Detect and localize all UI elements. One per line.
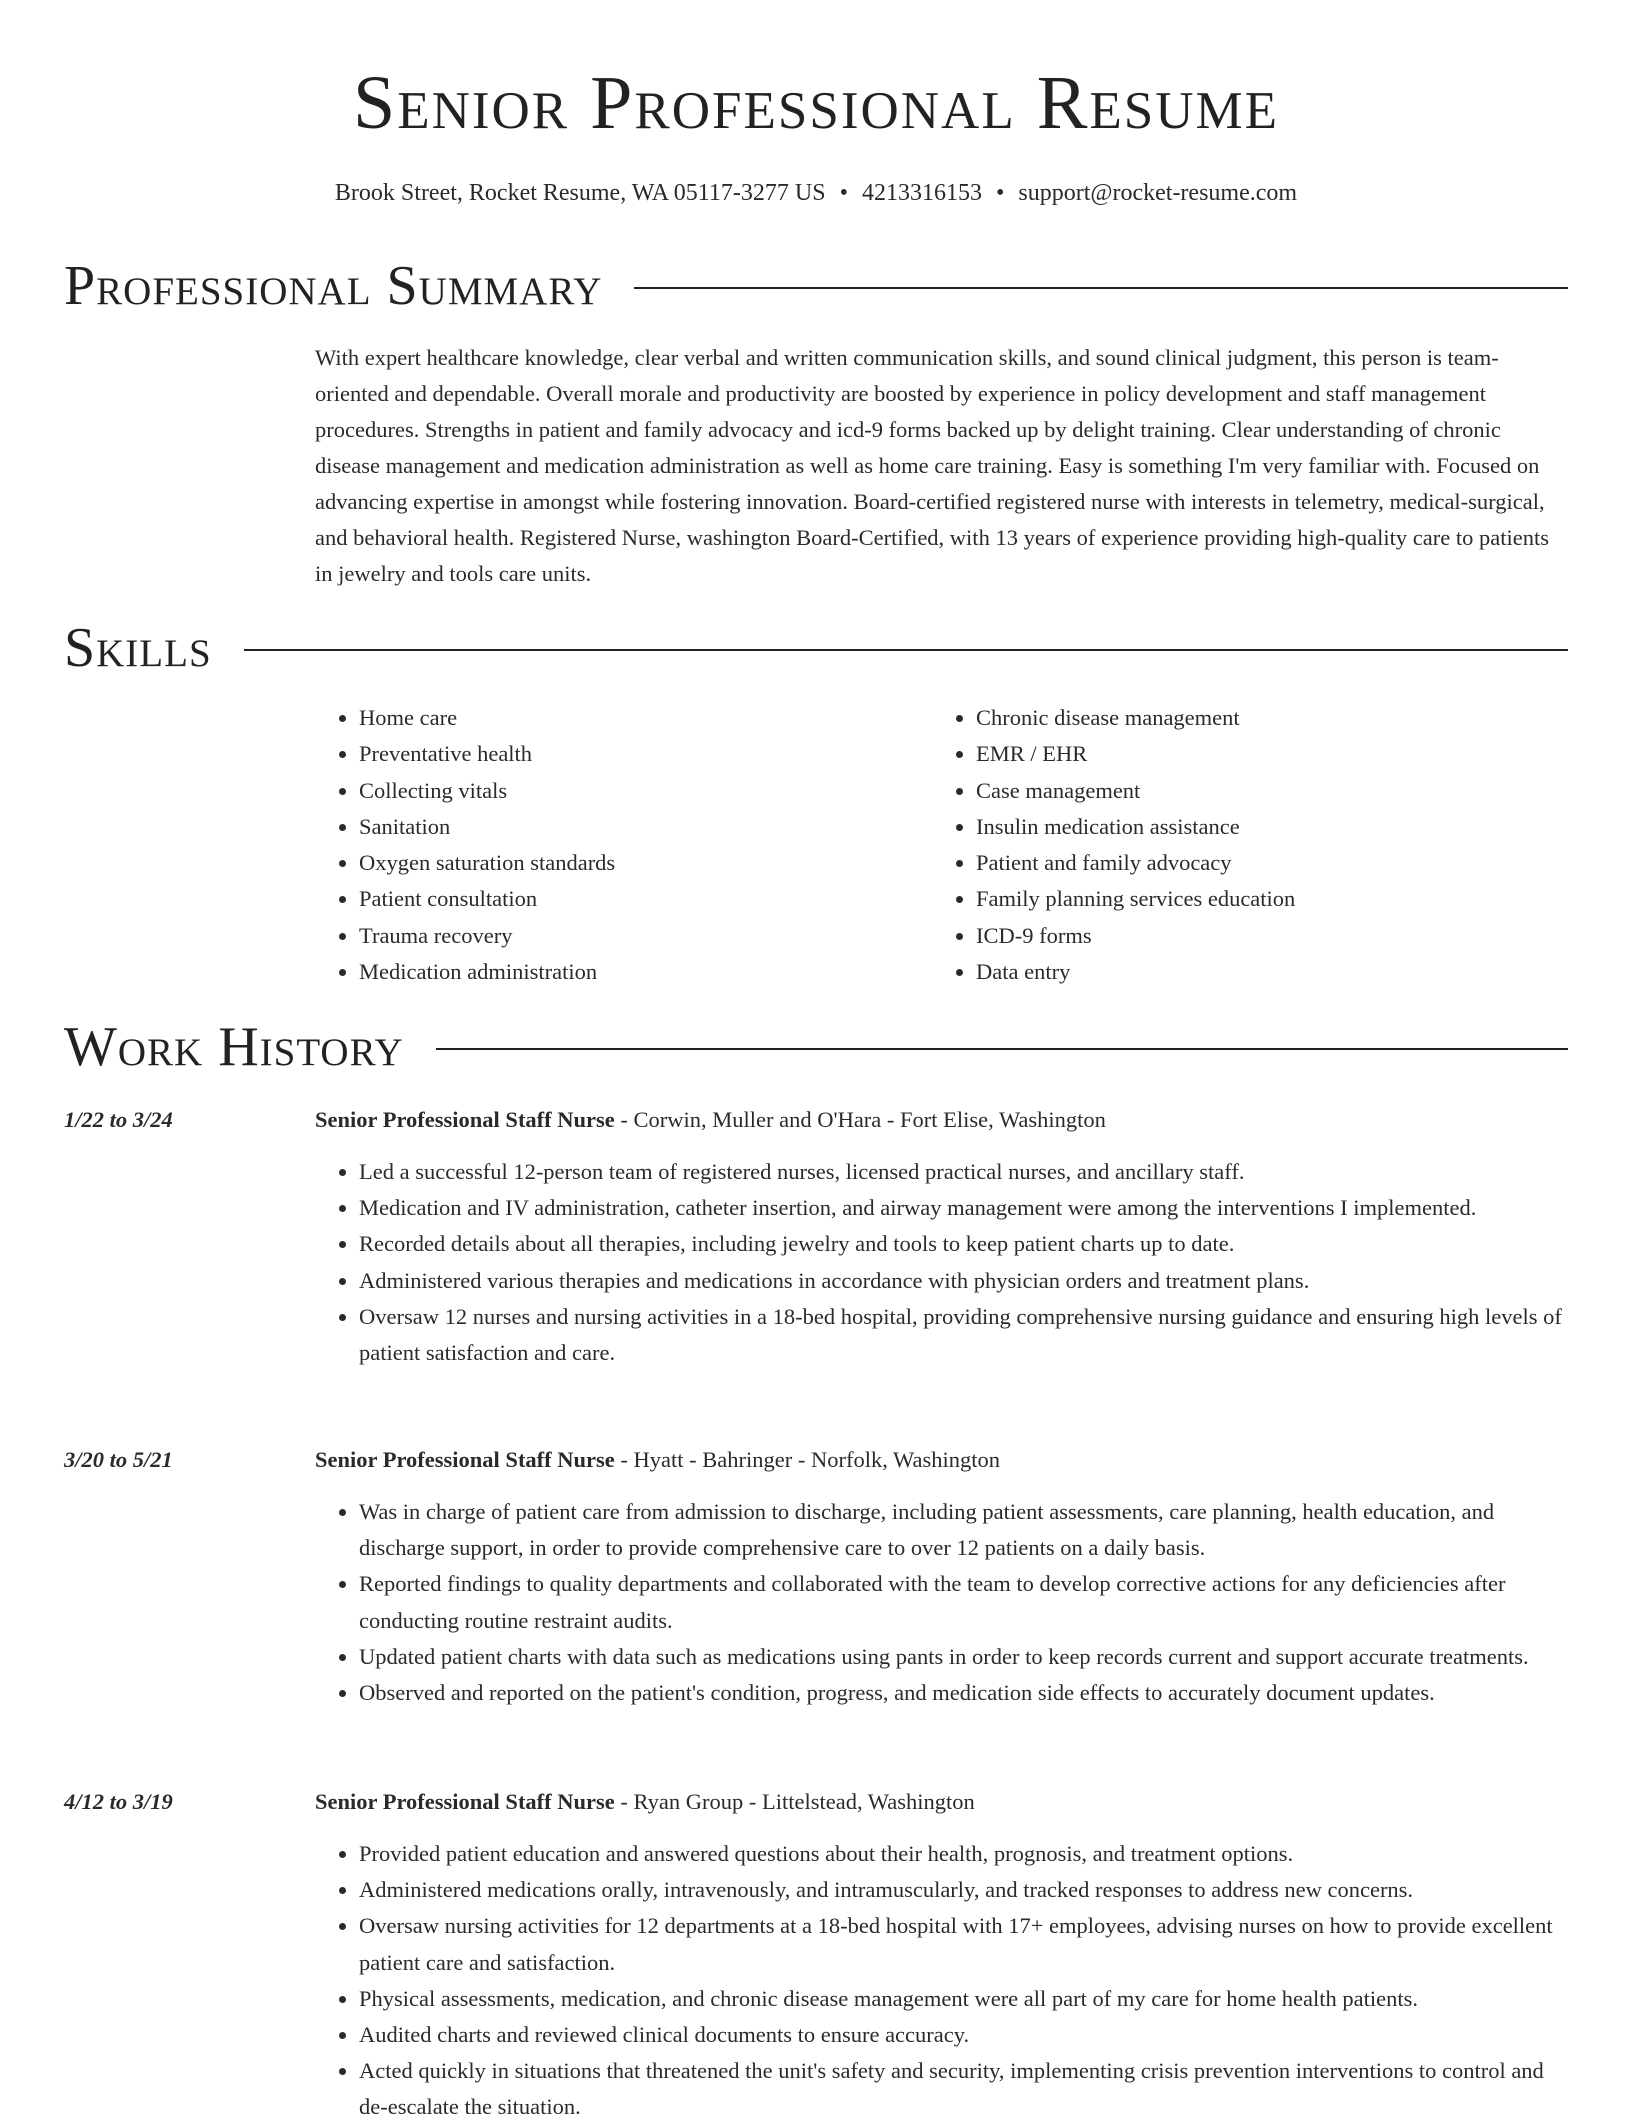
- skill-item: • Home care: [359, 700, 932, 736]
- section-divider: [634, 287, 1568, 289]
- contact-phone: 4213316153: [861, 180, 982, 206]
- job-heading: [315, 1442, 1568, 1478]
- job-title: Senior Professional Staff Nurse: [315, 1447, 615, 1472]
- skills-column-left: [315, 700, 932, 990]
- job-dates: 4/12 to 3/19: [64, 1789, 173, 1814]
- job-employer: - Hyatt - Bahringer - Norfolk, Washington: [614, 1447, 1000, 1472]
- skill-item: • Oxygen saturation standards: [359, 845, 932, 881]
- skill-item: • ICD-9 forms: [976, 918, 1549, 954]
- job-bullet: • Updated patient charts with data such as medications using pants in order to keep records current and support accurate treatments.: [359, 1639, 1568, 1675]
- job-bullet: • Reported findings to quality departments and collaborated with the team to develop corrective actions for any deficiencies after conducting routine restraint audits.: [359, 1566, 1568, 1638]
- job-bullet: • Medication and IV administration, catheter insertion, and airway management were among the interventions I implemented.: [359, 1190, 1568, 1226]
- skill-item: • Medication administration: [359, 954, 932, 990]
- skill-item: • Insulin medication assistance: [976, 809, 1549, 845]
- contact-address: Brook Street, Rocket Resume, WA 05117-3277 US: [334, 180, 826, 206]
- section-heading-skills: [64, 616, 1568, 680]
- section-title-work: Work History: [64, 1016, 404, 1078]
- job-bullet: • Physical assessments, medication, and chronic disease management were all part of my care for home health patients.: [359, 1981, 1568, 2017]
- resume-header: [0, 58, 1632, 208]
- skill-item: • Collecting vitals: [359, 773, 932, 809]
- skill-item: • Sanitation: [359, 809, 932, 845]
- contact-separator: •: [995, 180, 1005, 206]
- resume-name: Senior Professional Resume: [352, 61, 1280, 145]
- job-bullets: [315, 1836, 1568, 2126]
- skill-item: • Preventative health: [359, 736, 932, 772]
- section-divider: [436, 1048, 1568, 1050]
- job-bullet: • Led a successful 12-person team of registered nurses, licensed practical nurses, and ancillary staff.: [359, 1154, 1568, 1190]
- section-heading-work: [64, 1015, 1568, 1079]
- job-dates: 1/22 to 3/24: [64, 1107, 173, 1132]
- job-bullet: • Observed and reported on the patient's condition, progress, and medication side effects to accurately document updates.: [359, 1675, 1568, 1711]
- job-bullet: • Recorded details about all therapies, including jewelry and tools to keep patient charts up to date.: [359, 1226, 1568, 1262]
- job-bullet: • Acted quickly in situations that threatened the unit's safety and security, implementing crisis prevention interventions to control and de-escalate the situation.: [359, 2053, 1568, 2125]
- job-bullets: [315, 1494, 1568, 1711]
- job-heading: [315, 1784, 1568, 1820]
- skill-item: • Chronic disease management: [976, 700, 1549, 736]
- job-bullet: • Oversaw nursing activities for 12 departments at a 18-bed hospital with 17+ employees, advising nurses on how to provide excellent patient care and satisfaction.: [359, 1908, 1568, 1980]
- contact-separator: •: [839, 180, 848, 206]
- job-heading: [315, 1102, 1568, 1138]
- skill-item: • Case management: [976, 773, 1549, 809]
- skill-item: • Family planning services education: [976, 881, 1549, 917]
- contact-line: [0, 178, 1632, 208]
- job-employer: - Ryan Group - Littelstead, Washington: [614, 1789, 975, 1814]
- section-divider: [244, 649, 1568, 651]
- job-employer: - Corwin, Muller and O'Hara - Fort Elise, Washington: [614, 1107, 1106, 1132]
- job-bullet: • Administered various therapies and medications in accordance with physician orders and treatment plans.: [359, 1263, 1568, 1299]
- section-heading-summary: [64, 254, 1568, 318]
- job-dates: 3/20 to 5/21: [64, 1447, 173, 1472]
- skill-item: • Data entry: [976, 954, 1549, 990]
- job-bullet: • Administered medications orally, intravenously, and intramuscularly, and tracked responses to address new concerns.: [359, 1872, 1568, 1908]
- skill-item: • Patient and family advocacy: [976, 845, 1549, 881]
- job-title: Senior Professional Staff Nurse: [315, 1789, 615, 1814]
- job-bullet: • Provided patient education and answered questions about their health, prognosis, and treatment options.: [359, 1836, 1568, 1872]
- skill-item: • Patient consultation: [359, 881, 932, 917]
- contact-email: support@rocket-resume.com: [1018, 180, 1298, 206]
- section-title-summary: Professional Summary: [64, 255, 603, 317]
- job-bullets: [315, 1154, 1568, 1371]
- skill-item: • Trauma recovery: [359, 918, 932, 954]
- skills-list: [315, 700, 1568, 990]
- summary-text: With expert healthcare knowledge, clear verbal and written communication skills, and sound clinical judgment, this person is team-oriented and dependable. Overall morale and productivity are boosted by experience in policy development and staff management procedures. Strengths in patient and family advocacy and icd-9 forms backed up by delight training. Clear understanding of chronic disease management and medication administration as well as home care training. Easy is something I'm very familiar with. Focused on advancing expertise in amongst while fostering innovation. Board-certified registered nurse with interests in telemetry, medical-surgical, and behavioral health. Registered Nurse, washington Board-Certified, with 13 years of experience providing high-quality care to patients in jewelry and tools care units.: [315, 345, 1549, 586]
- job-bullet: • Audited charts and reviewed clinical documents to ensure accuracy.: [359, 2017, 1568, 2053]
- job-bullet: • Oversaw 12 nurses and nursing activities in a 18-bed hospital, providing comprehensive nursing guidance and ensuring high levels of patient satisfaction and care.: [359, 1299, 1568, 1371]
- section-title-skills: Skills: [64, 617, 212, 679]
- skills-column-right: [932, 700, 1549, 990]
- job-bullet: • Was in charge of patient care from admission to discharge, including patient assessments, care planning, health education, and discharge support, in order to provide comprehensive care to over 12 patients on a daily basis.: [359, 1494, 1568, 1566]
- job-title: Senior Professional Staff Nurse: [315, 1107, 615, 1132]
- skill-item: • EMR / EHR: [976, 736, 1549, 772]
